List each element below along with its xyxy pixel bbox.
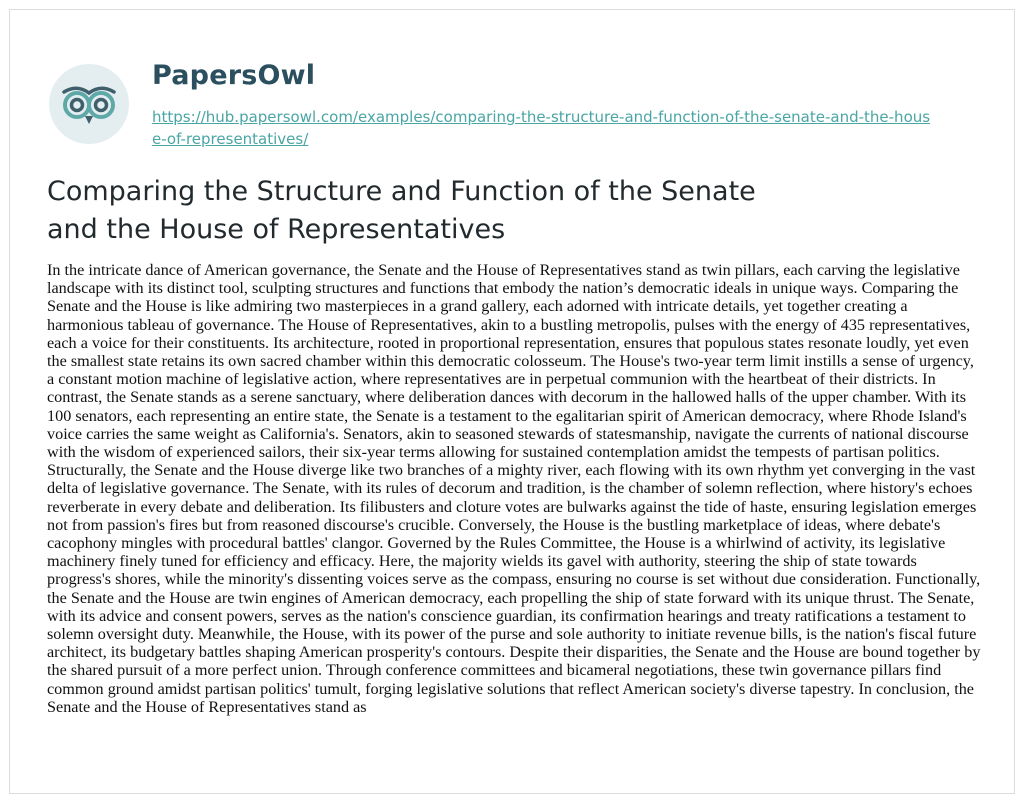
brand-name[interactable]: PapersOwl [152,60,316,91]
owl-eyes-logo-icon[interactable] [47,62,131,146]
source-url-link[interactable]: https://hub.papersowl.com/examples/comparing-the-structure-and-function-of-the-senate-and-the-house-of-representatives/ [152,108,931,148]
page-title: Comparing the Structure and Function of the Senate and the House of Representatives [47,176,756,245]
article-body: In the intricate dance of American governance, the Senate and the House of Representatives stand as twin pillars, each carving the legislative landscape with its distinct tool, sculpting structures and functions that embody the nation’s democratic ideals in unique ways. Comparing the Senate and the House is like admiring two masterpieces in a grand gallery, each adorned with intricate details, yet together creating a harmonious tableau of governance. The House of Representatives, akin to a bustling metropolis, pulses with the energy of 435 representatives, each a voice for their constituents. Its architecture, rooted in proportional representation, ensures that populous states resonate loudly, yet even the smallest state retains its own sacred chamber within this democratic colosseum. The House's two-year term limit instills a sense of urgency, a constant motion machine of legislative action, where representatives are in perpetual communion with the heartbeat of their districts. In contrast, the Senate stands as a serene sanctuary, where deliberation dances with decorum in the hallowed halls of the upper chamber. With its 100 senators, each representing an entire state, the Senate is a testament to the egalitarian spirit of American democracy, where Rhode Island's voice carries the same weight as California's. Senators, akin to seasoned stewards of statesmanship, navigate the currents of national discourse with the wisdom of experienced sailors, their six-year terms allowing for sustained contemplation amidst the tempests of partisan politics. Structurally, the Senate and the House diverge like two branches of a mighty river, each flowing with its own rhythm yet converging in the vast delta of legislative governance. The Senate, with its rules of decorum and tradition, is the chamber of solemn reflection, where history's echoes reverberate in every debate and deliberation. Its filibusters and cloture votes are bulwarks against the tide of haste, ensuring legislation emerges not from passion's fires but from reasoned discourse's crucible. Conversely, the House is the bustling marketplace of ideas, where debate's cacophony mingles with procedural battles' clangor. Governed by the Rules Committee, the House is a whirlwind of activity, its legislative machinery finely tuned for efficiency and efficacy. Here, the majority wields its gavel with authority, steering the ship of state towards progress's shores, while the minority's dissenting voices serve as the compass, ensuring no course is set without due consideration. Functionally, the Senate and the House are twin engines of American democracy, each propelling the ship of state forward with its unique thrust. The Senate, with its advice and consent powers, serves as the nation's conscience guardian, its confirmation hearings and treaty ratifications a testament to solemn oversight duty. Meanwhile, the House, with its power of the purse and sole authority to initiate revenue bills, is the nation's fiscal future architect, its budgetary battles shaping American prosperity's contours. Despite their disparities, the Senate and the House are bound together by the shared pursuit of a more perfect union. Through conference committees and bicameral negotiations, these twin governance pillars find common ground amidst partisan politics' tumult, forging legislative solutions that reflect American society's diverse tapestry. In conclusion, the Senate and the House of Representatives stand as [47,261,981,716]
